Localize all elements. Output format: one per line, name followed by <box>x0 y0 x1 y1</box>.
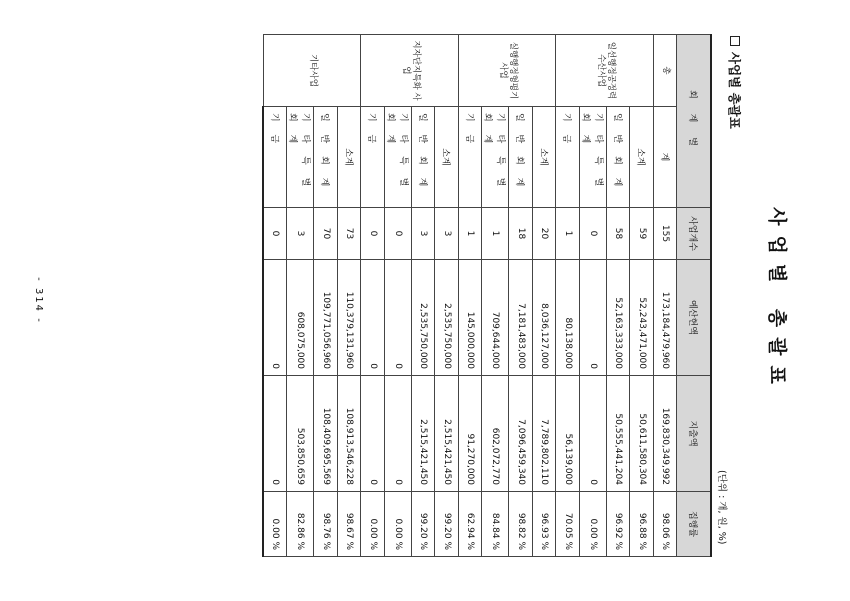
table-row <box>385 35 412 557</box>
table-row <box>580 35 607 557</box>
row-label-cell: 소계 <box>533 107 557 208</box>
spent-cell: 0 <box>580 376 607 492</box>
count-cell: 155 <box>654 208 678 260</box>
rate-cell: 96.88 % <box>630 492 654 557</box>
table-row <box>607 35 631 557</box>
row-label-cell: 소계 <box>630 107 654 208</box>
rate-cell: 84.84 % <box>482 492 509 557</box>
rate-cell: 0.00 % <box>580 492 607 557</box>
table-row <box>412 35 436 557</box>
budget-cell: 8,036,127,000 <box>533 260 557 376</box>
spent-cell: 7,789,802,110 <box>533 376 557 492</box>
count-cell: 1 <box>556 208 580 260</box>
spent-cell: 50,611,580,304 <box>630 376 654 492</box>
table-row <box>654 35 678 557</box>
budget-cell: 0 <box>385 260 412 376</box>
count-cell: 58 <box>607 208 631 260</box>
section-heading <box>726 36 744 129</box>
rate-cell: 99.20 % <box>412 492 436 557</box>
rate-cell: 98.67 % <box>338 492 362 557</box>
header-spent: 지출액 <box>677 376 711 492</box>
count-cell: 3 <box>435 208 459 260</box>
budget-cell: 7,181,483,000 <box>509 260 533 376</box>
count-cell: 0 <box>385 208 412 260</box>
count-cell: 18 <box>509 208 533 260</box>
budget-cell: 709,644,000 <box>482 260 509 376</box>
spent-cell: 503,850,659 <box>287 376 314 492</box>
section-title: 사업별 총괄표 <box>727 52 742 129</box>
row-label-cell: 기 타 특 별 회 계 <box>287 107 314 208</box>
budget-cell: 52,243,471,000 <box>630 260 654 376</box>
spent-cell: 7,096,459,340 <box>509 376 533 492</box>
row-label-cell: 기 타 특 별 회 계 <box>580 107 607 208</box>
table-row <box>509 35 533 557</box>
group-name-cell: 지자단지특화 사업 <box>361 35 459 107</box>
summary-table <box>263 34 713 557</box>
rate-cell: 98.06 % <box>654 492 678 557</box>
spent-cell: 50,555,441,204 <box>607 376 631 492</box>
table-row <box>630 35 654 557</box>
budget-cell: 0 <box>361 260 385 376</box>
budget-cell: 608,075,000 <box>287 260 314 376</box>
table-row <box>459 35 483 557</box>
spent-cell: 108,913,546,228 <box>338 376 362 492</box>
row-label-cell: 일 반 회 계 <box>314 107 338 208</box>
spent-cell: 2,515,421,450 <box>412 376 436 492</box>
count-cell: 0 <box>580 208 607 260</box>
row-label-cell: 기 금 <box>361 107 385 208</box>
row-label-cell: 소계 <box>435 107 459 208</box>
row-label-cell: 일 반 회 계 <box>412 107 436 208</box>
group-name-cell: 실행행정형평기 사업 <box>459 35 557 107</box>
rate-cell: 96.92 % <box>607 492 631 557</box>
row-label-cell: 기 금 <box>556 107 580 208</box>
count-cell: 1 <box>482 208 509 260</box>
rate-cell: 98.82 % <box>509 492 533 557</box>
spent-cell: 91,270,000 <box>459 376 483 492</box>
count-cell: 70 <box>314 208 338 260</box>
header-budget: 예산현액 <box>677 260 711 376</box>
rate-cell: 0.00 % <box>385 492 412 557</box>
budget-cell: 2,535,750,000 <box>435 260 459 376</box>
row-label-cell: 일 반 회 계 <box>509 107 533 208</box>
budget-cell: 109,771,056,960 <box>314 260 338 376</box>
rate-cell: 96.93 % <box>533 492 557 557</box>
budget-cell: 0 <box>580 260 607 376</box>
count-cell: 1 <box>459 208 483 260</box>
spent-cell: 602,072,770 <box>482 376 509 492</box>
row-label-cell: 기 금 <box>459 107 483 208</box>
checkbox-square-icon <box>730 36 740 46</box>
budget-cell: 80,138,000 <box>556 260 580 376</box>
count-cell: 73 <box>338 208 362 260</box>
row-label-cell: 일 반 회 계 <box>607 107 631 208</box>
table-row <box>314 35 338 557</box>
table-row <box>533 35 557 557</box>
unit-note: (단위 : 개, 원, %) <box>716 470 727 545</box>
spent-cell: 2,515,421,450 <box>435 376 459 492</box>
table-row <box>482 35 509 557</box>
header-rate: 집행률 <box>677 492 711 557</box>
rate-cell: 0.00 % <box>361 492 385 557</box>
count-cell: 3 <box>287 208 314 260</box>
page-title: 사업별 총괄표 <box>766 207 788 394</box>
count-cell: 20 <box>533 208 557 260</box>
table-row <box>435 35 459 557</box>
spent-cell: 0 <box>264 376 288 492</box>
spent-cell: 108,409,695,569 <box>314 376 338 492</box>
group-name-cell: 일선행정공정력 수산사업 <box>556 35 654 107</box>
spent-cell: 169,830,349,992 <box>654 376 678 492</box>
budget-cell: 2,535,750,000 <box>412 260 436 376</box>
table-row <box>338 35 362 557</box>
row-label-cell: 기 타 특 별 회 계 <box>482 107 509 208</box>
row-label-cell: 소계 <box>338 107 362 208</box>
budget-cell: 0 <box>264 260 288 376</box>
header-account: 회 계 별 <box>677 35 711 208</box>
rate-cell: 62.94 % <box>459 492 483 557</box>
row-label-cell: 기 타 특 별 회 계 <box>385 107 412 208</box>
budget-cell: 173,184,479,960 <box>654 260 678 376</box>
count-cell: 0 <box>361 208 385 260</box>
rate-cell: 70.05 % <box>556 492 580 557</box>
table-row <box>264 35 288 557</box>
group-name-cell: 기타사업 <box>264 35 362 107</box>
count-cell: 59 <box>630 208 654 260</box>
rate-cell: 82.86 % <box>287 492 314 557</box>
table-row <box>556 35 580 557</box>
count-cell: 0 <box>264 208 288 260</box>
spent-cell: 0 <box>361 376 385 492</box>
rate-cell: 0.00 % <box>264 492 288 557</box>
budget-cell: 145,000,000 <box>459 260 483 376</box>
page-number: - 314 - <box>33 277 44 324</box>
table-body <box>264 35 678 557</box>
table-row <box>361 35 385 557</box>
spent-cell: 56,139,000 <box>556 376 580 492</box>
count-cell: 3 <box>412 208 436 260</box>
table-row <box>287 35 314 557</box>
table-header-row <box>677 35 711 557</box>
group-name-cell: 총 <box>654 35 678 107</box>
budget-cell: 52,163,333,000 <box>607 260 631 376</box>
row-label-cell: 기 금 <box>264 107 288 208</box>
header-count: 사업개수 <box>677 208 711 260</box>
rate-cell: 98.76 % <box>314 492 338 557</box>
spent-cell: 0 <box>385 376 412 492</box>
budget-cell: 110,379,131,960 <box>338 260 362 376</box>
rate-cell: 99.20 % <box>435 492 459 557</box>
row-label-cell: 계 <box>654 107 678 208</box>
